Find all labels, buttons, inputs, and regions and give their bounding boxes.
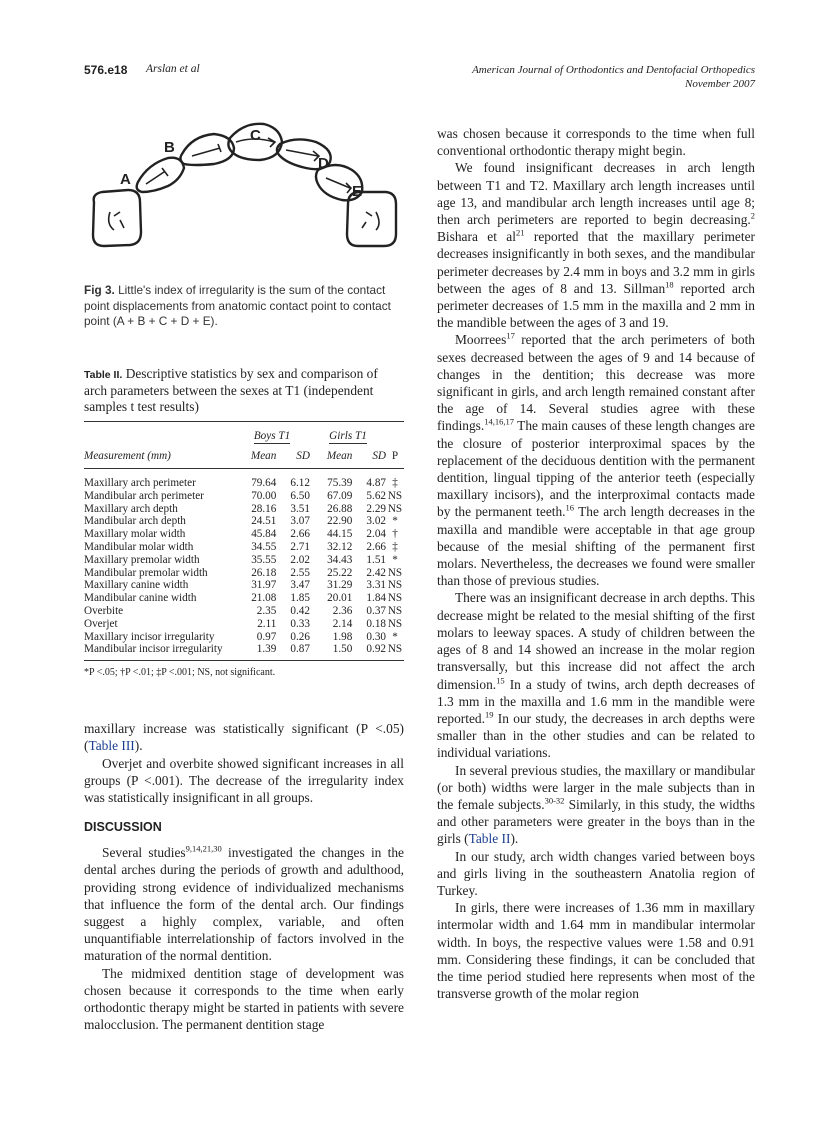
stat-value: 3.51 [290,502,310,515]
paragraph: was chosen because it corresponds to the time when full conventional orthodontic therapy might begin. [437,126,755,159]
journal-title: American Journal of Orthodontics and Dentofacial Orthopedics [472,64,755,76]
measurement-name: Maxillary arch perimeter [84,477,196,490]
figure-3 [84,120,404,280]
stat-value: 45.84 [251,528,277,541]
table-row [84,618,404,631]
column-header: SD [352,444,386,468]
running-authors: Arslan et al [146,63,200,75]
p-value: ‡ [392,477,398,490]
table-row [84,567,404,580]
page-header [84,63,755,93]
stat-value: 26.88 [327,502,353,515]
citation[interactable]: 18 [665,279,674,290]
stat-value: 2.42 [366,566,386,579]
stat-value: 2.29 [366,502,386,515]
table-ii-link[interactable]: Table II [468,831,511,847]
stat-value: 1.50 [310,643,352,660]
table-row [84,643,404,660]
table-footnote: *P <.05; †P <.01; ‡P <.001; NS, not significant. [84,667,276,679]
citation[interactable]: 14,16,17 [484,416,514,427]
stat-value: 0.26 [290,630,310,643]
label-a: A [120,171,131,188]
table-label: Table II. [84,368,123,381]
table-row [84,503,404,516]
measurement-name: Maxillary arch depth [84,502,178,515]
left-body-text [84,720,404,1033]
paragraph: In our study, arch width changes varied between boys and girls living in the southeastern Anatolia region of Turkey. [437,848,755,898]
stat-value: 2.66 [366,541,386,554]
citation[interactable]: 16 [565,503,575,513]
stat-value: 2.11 [257,617,277,630]
citation[interactable]: 30-32 [544,795,565,806]
stat-value: 0.30 [366,630,386,643]
table-row [84,592,404,605]
paragraph: Several studies$^{9,14,21,30}$ investigated the changes in the dental arches during the periods of growth and adulthood, providing strong evidence of individualized mechanisms that influence the form of the dental arch. Our findings suggest a highly complex, variable, and often unquantifiable interrelationship of factors involved in the maturation of the normal dentition. [84,843,404,964]
figure-caption-text: Little's index of irregularity is the sum of the contact point displacements from anatomic contact point to contact point (A + B + C + D + E). [84,283,391,328]
column-header: P [386,444,404,468]
stat-value: 0.92 [352,643,386,660]
measurement-name: Mandibular canine width [84,592,197,605]
label-c: C [250,127,261,144]
measurement-name: Mandibular incisor irregularity [84,643,234,660]
teeth-diagram [84,120,404,280]
column-header: Mean [234,444,276,468]
paragraph: There was an insignificant decrease in arch depths. This decrease might be related to the mesial shifting of the first molars to leeway spaces. A study of children between the ages of 8 and 14 showed an increase in the molar region transversally, but this increase did not affect the arch dimension.$^{15}$ In a study of twins, arch depth decreases of 1.3 mm in the maxilla and 1.6 mm in the mandible were reported.$^{19}$ In our study, the decreases in arch depths were smaller than in the other studies and can be related to individual variations. [437,590,755,761]
stat-value: 31.29 [327,579,353,592]
p-value: ‡ [392,541,398,554]
stat-value: 2.14 [332,617,353,630]
measurement-name: Mandibular premolar width [84,566,208,579]
citation[interactable]: 19 [484,709,494,720]
p-value: * [392,515,398,528]
paragraph: The midmixed dentition stage of development was chosen because it corresponds to the time when early orthodontic therapy might be started in patients with severe malocclusion. The permanent dentition stage [84,965,404,1033]
stat-value: 3.31 [366,579,386,592]
stat-value: 26.18 [251,566,277,579]
table-title-text: Descriptive statistics by sex and comparison of arch parameters between the sexes at T1 (independent samples t test results) [84,365,378,414]
journal-name [472,63,755,91]
citation[interactable]: 15 [496,675,505,686]
measurement-name: Maxillary incisor irregularity [84,630,215,643]
stat-value: 24.51 [251,515,277,528]
label-e: E [352,183,363,200]
figure-label: Fig 3. [84,283,115,297]
tooth-b [180,134,234,165]
stat-value: 25.22 [327,566,353,579]
stat-value: 6.12 [290,477,310,490]
stat-value: 0.37 [366,605,386,618]
column-header: Mean [310,444,352,468]
stat-value: 2.35 [256,605,277,618]
stat-value: 0.42 [290,605,310,618]
table-row [84,515,404,528]
table-row [84,528,404,541]
measurement-name: Maxillary molar width [84,528,186,541]
stat-value: 2.36 [332,605,353,618]
stat-value: 0.33 [290,617,310,630]
table-iii-link[interactable]: Table III [88,738,135,754]
stat-value: 0.87 [276,643,310,660]
paragraph: maxillary increase was statistically significant (P <.05) (Table III). [84,721,404,754]
measurement-name: Overjet [84,617,118,630]
stat-value: 2.02 [290,553,310,566]
table-row [84,541,404,554]
stat-value: 0.97 [256,630,277,643]
paragraph: Moorrees$^{17}$ reported that the arch perimeters of both sexes decreased between the ages of 9 and 14 because of changes in the dentition; this decrease was more significant in girls, and arch length remained constant after the age of 14. Several studies agree with these findings.$^{14,16,17}$ The main causes of these length changes are the closure of posterior interproximal spaces by the replacement of the deciduous dentition with the permanent dentition, lingual tipping of the anterior teeth (especially maxillary incisors), and the interproximal contacts made by the permanent teeth.$^{16}$ The arch length decreases in the maxilla and mandible were acceptable in that age group because of the mesial shifting of the permanent first molars. Nevertheless, the decreases we found were smaller than those of previous studies. [437,330,755,589]
p-value: * [392,630,398,643]
table-row [84,605,404,618]
stat-value: 21.08 [251,592,277,605]
stat-value: 75.39 [327,477,353,490]
statistics-table [84,421,404,662]
stat-value: 22.90 [327,515,353,528]
paragraph: In girls, there were increases of 1.36 mm in maxillary intermolar width and 1.64 mm in mandibular intermolar width. In boys, the respective values were 1.58 and 0.91 mm. Considering these findings, it can be concluded that the time period studied here represents when most of the transverse growth of the molar region [437,900,755,1002]
stat-value: 35.55 [251,553,277,566]
measurement-name: Mandibular arch depth [84,515,186,528]
stat-value: 34.43 [327,553,353,566]
stat-value: 6.50 [290,489,310,502]
paragraph: We found insignificant decreases in arch length between T1 and T2. Maxillary arch length increases until age 13, and mandibular arch length increases until age 8; then arch perimeters are reported to begin decreasing.$^2$ Bishara et $al^{21}$ reported that the maxillary perimeter decreases insignificantly in both sexes, and the mandibular perimeter decreases by 2.4 mm in boys and 3.2 mm in girls between the ages of 8 and 13. Sillman$^{18}$ reported arch perimeter decreases of 1.5 mm in the maxilla and 2 mm in the mandible between the ages of 3 and 19. [437,160,755,331]
paragraph: Overjet and overbite showed significant increases in all groups (P <.001). The decrease of the irregularity index was statistically insignificant in all groups. [84,755,404,806]
group-header-boys: Boys T1 [254,430,290,445]
figure-caption [84,283,404,330]
stat-value: 1.84 [366,592,386,605]
p-value: † [392,528,398,541]
stat-value: 70.00 [251,489,277,502]
citation[interactable]: 9,14,21,30 [185,843,222,854]
stat-value: 1.85 [290,592,310,605]
label-d: D [318,155,329,172]
measurement-name: Mandibular molar width [84,541,194,554]
p-value: NS [387,617,403,630]
table-row [84,631,404,644]
measurement-name: Maxillary canine width [84,579,189,592]
stat-value: 44.15 [327,528,353,541]
stat-value: 79.64 [251,477,277,490]
stat-value: 1.98 [332,630,353,643]
column-header: Measurement (mm) [84,444,234,468]
table-row [84,579,404,592]
stat-value: 3.07 [290,515,310,528]
stat-value: 1.39 [234,643,276,660]
tooth-left-molar [93,190,141,246]
table-row [84,490,404,503]
label-b: B [164,139,175,156]
p-value: NS [387,502,403,515]
p-value: NS [387,592,403,605]
paragraph: In several previous studies, the maxillary or mandibular (or both) widths were larger in the male subjects than in the female subjects.$^{30-32}$ Similarly, in this study, the widths and other parameters were greater in the boys than in the girls (Table II). [437,762,755,847]
stat-value: 2.66 [290,528,310,541]
stat-value: 32.12 [327,541,353,554]
table-row [84,554,404,567]
table-row [84,469,404,490]
page-number: 576.e18 [84,63,128,77]
stat-value: 1.51 [366,553,386,566]
p-value: NS [387,605,403,618]
p-value: NS [387,489,403,502]
stat-value: 20.01 [327,592,353,605]
p-value: NS [387,566,403,579]
measurement-name: Maxillary premolar width [84,553,200,566]
left-column [84,120,404,1034]
right-column [437,125,755,1002]
stat-value: 3.02 [366,515,386,528]
stat-value: 31.97 [251,579,277,592]
p-value: * [392,553,398,566]
group-header-girls: Girls T1 [329,430,367,445]
section-heading-discussion: DISCUSSION [84,820,162,835]
stat-value: 4.87 [366,477,386,490]
p-value: NS [387,579,403,592]
stat-value: 2.55 [290,566,310,579]
stat-value: 0.18 [366,617,386,630]
stat-value: 3.47 [290,579,310,592]
p-value: NS [386,643,404,660]
stat-value: 67.09 [327,489,353,502]
stat-value: 5.62 [366,489,386,502]
citation[interactable]: 21 [515,227,525,238]
citation[interactable]: 17 [506,330,515,341]
stat-value: 2.71 [290,541,310,554]
stat-value: 2.04 [366,528,386,541]
stat-value: 28.16 [251,502,277,515]
table-title [84,366,404,415]
column-header: SD [276,444,310,468]
stat-value: 34.55 [251,541,277,554]
measurement-name: Overbite [84,605,124,618]
journal-issue-date: November 2007 [685,78,755,90]
measurement-name: Mandibular arch perimeter [84,489,204,502]
citation[interactable]: 2 [750,210,755,221]
